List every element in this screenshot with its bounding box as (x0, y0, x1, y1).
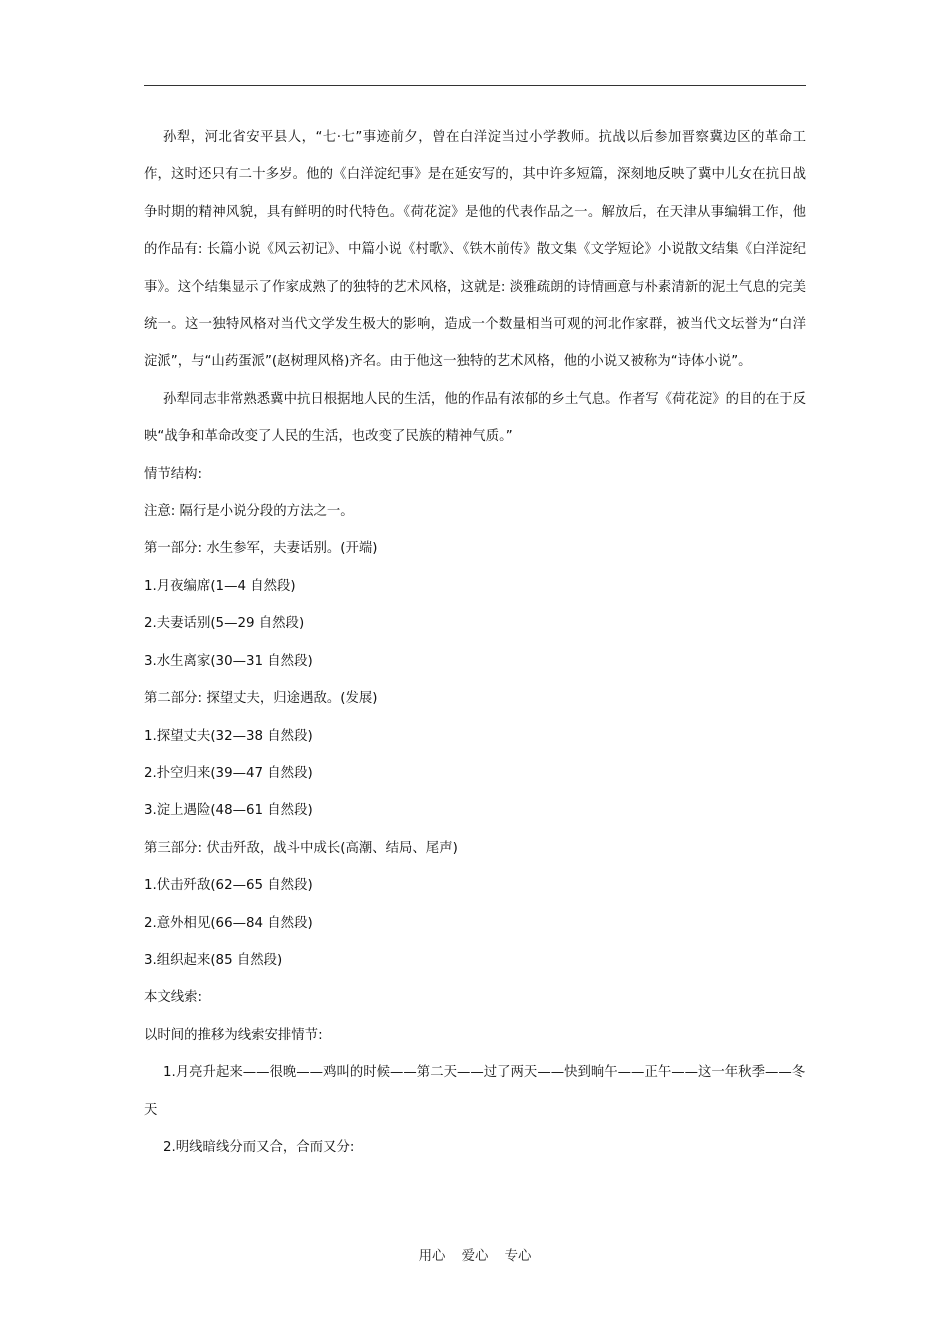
part-3-item-2: 2.意外相见(66—84 自然段) (144, 915, 313, 931)
part-1-item-1: 1.月夜编席(1—4 自然段) (144, 578, 296, 594)
part-1-item-2: 2.夫妻话别(5—29 自然段) (144, 616, 305, 632)
footer-word-2: 爱心 (461, 1249, 489, 1264)
page-footer (0, 1245, 950, 1264)
intro-paragraph: 孙犁，河北省安平县人，“七·七”事迹前夕，曾在白洋淀当过小学教师。抗战以后参加晋察冀边区的革命工作，这时还只有二十多岁。他的《白洋淀纪事》是在延安写的，其中许多短篇，深刻地反映了冀中儿女在抗日战争时期的精神风貌，具有鲜明的时代特色。《荷花淀》是他的代表作品之一。解放后，在天津从事编辑工作，他的作品有: 长篇小说《风云初记》、中篇小说《村歌》、《铁木前传》散文集《文学短论》小说散文结集《白洋淀纪事》。这个结集显示了作家成熟了的独特的艺术风格，这就是: 淡雅疏朗的诗情画意与朴素清新的泥土气息的完美统一。这一独特风格对当代文学发生极大的影响，造成一个数量相当可观的河北作家群，被当代文坛誉为“白洋淀派”，与“山药蛋派”(赵树理风格)齐名。由于他这一独特的艺术风格，他的小说又被称为“诗体小说”。 (144, 130, 806, 370)
part-2-title: 第二部分: 探望丈夫，归途遇敌。(发展) (144, 691, 378, 707)
purpose-paragraph: 孙犁同志非常熟悉冀中抗日根据地人民的生活，他的作品有浓郁的乡土气息。作者写《荷花淀》的目的在于反映“战争和革命改变了人民的生活，也改变了民族的精神气质。” (144, 391, 806, 445)
part-1-title: 第一部分: 水生参军，夫妻话别。(开端) (144, 541, 378, 557)
part-2-item-3: 3.淀上遇险(48—61 自然段) (144, 803, 313, 819)
header-rule (144, 85, 806, 86)
part-3-item-1: 1.伏击歼敌(62—65 自然段) (144, 878, 313, 894)
structure-heading: 情节结构: (144, 466, 203, 482)
clue-heading: 本文线索: (144, 990, 203, 1006)
part-2-item-1: 1.探望丈夫(32—38 自然段) (144, 728, 313, 744)
clue-intro: 以时间的推移为线索安排情节: (144, 1027, 323, 1043)
structure-note: 注意: 隔行是小说分段的方法之一。 (144, 504, 354, 520)
clue-item-1: 1.月亮升起来——很晚——鸡叫的时候——第二天——过了两天——快到晌午——正午——这一年秋季——冬天 (144, 1065, 806, 1118)
part-1-item-3: 3.水生离家(30—31 自然段) (144, 653, 313, 669)
part-2-item-2: 2.扑空归来(39—47 自然段) (144, 765, 313, 781)
clue-item-2: 2.明线暗线分而又合，合而又分: (163, 1139, 355, 1155)
footer-word-1: 用心 (418, 1249, 446, 1264)
part-3-item-3: 3.组织起来(85 自然段) (144, 952, 283, 968)
footer-word-3: 专心 (504, 1249, 532, 1264)
part-3-title: 第三部分: 伏击歼敌，战斗中成长(高潮、结局、尾声) (144, 840, 458, 856)
document-body (144, 119, 806, 1166)
